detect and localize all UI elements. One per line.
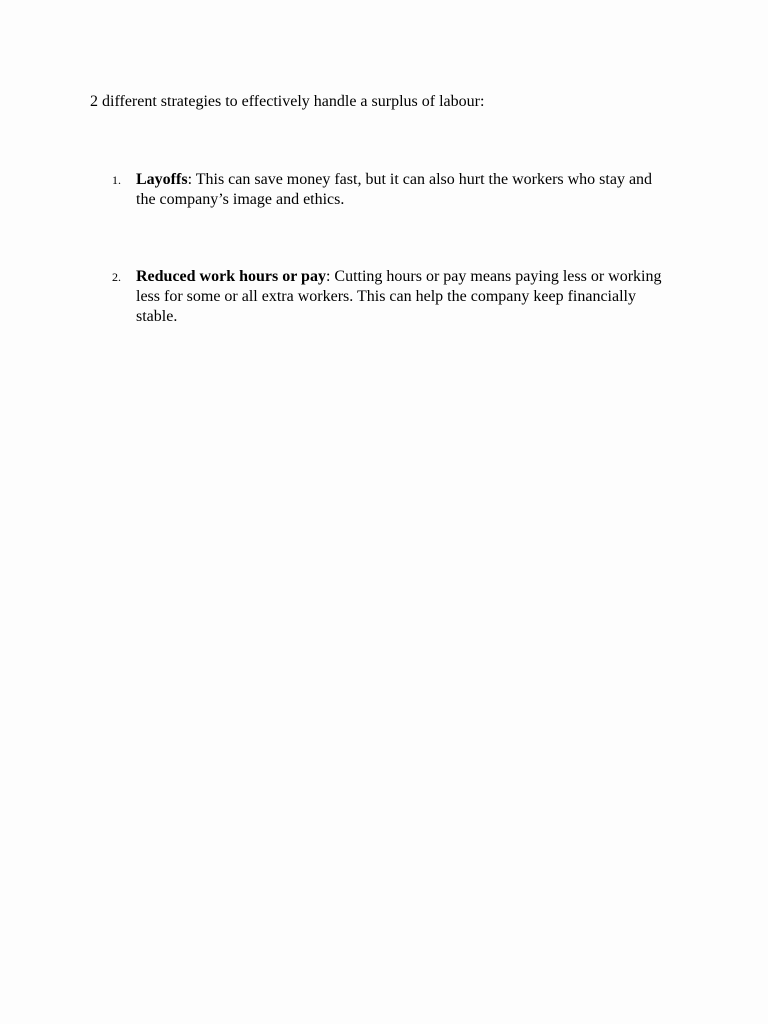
list-item-number: 1. [112, 173, 121, 187]
list-item-term: Reduced work hours or pay [136, 268, 326, 285]
list-item-term: Layoffs [136, 171, 188, 188]
list-item [112, 170, 666, 210]
list-item-text: : Cutting hours or pay means paying less or working less for some or all extra workers. This can help the company keep financially stable. [136, 268, 662, 325]
intro-text: 2 different strategies to effectively handle a surplus of labour: [90, 93, 485, 110]
list-item-text: : This can save money fast, but it can also hurt the workers who stay and the company’s image and ethics. [136, 171, 653, 208]
list-item-number: 2. [112, 270, 121, 284]
list-item [112, 267, 666, 327]
